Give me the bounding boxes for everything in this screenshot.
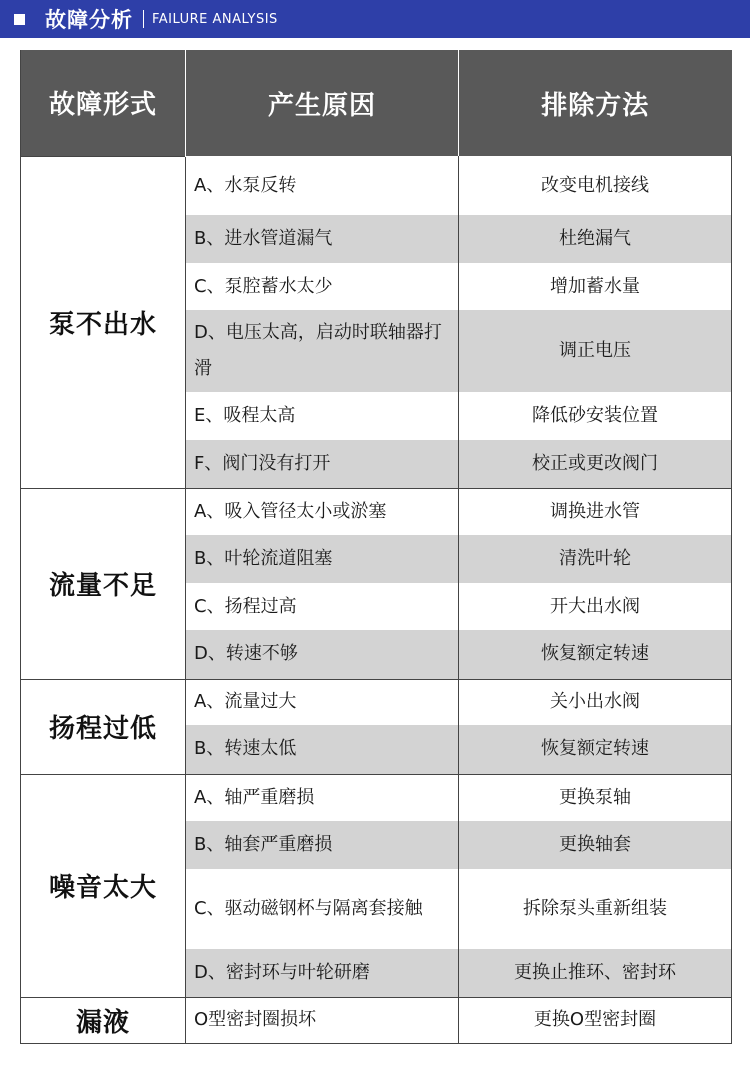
remedy-cell: 拆除泵头重新组装	[459, 869, 732, 949]
table-header-row	[21, 50, 732, 156]
cause-cell: A、水泵反转	[186, 156, 459, 215]
remedy-cell: 更换轴套	[459, 821, 732, 869]
cause-cell: B、轴套严重磨损	[186, 821, 459, 869]
cause-cell: D、电压太高，启动时联轴器打滑	[186, 310, 459, 392]
cause-cell: B、转速太低	[186, 725, 459, 774]
header-divider	[143, 10, 144, 28]
remedy-cell: 更换止推环、密封环	[459, 949, 732, 997]
column-header-remedy: 排除方法	[459, 50, 732, 156]
cause-cell: B、叶轮流道阻塞	[186, 535, 459, 583]
header-subtitle: FAILURE ANALYSIS	[152, 11, 278, 27]
remedy-cell: 恢复额定转速	[459, 630, 732, 679]
cause-cell: O型密封圈损坏	[186, 997, 459, 1043]
table-row	[21, 488, 732, 535]
failure-analysis-table	[20, 50, 732, 1044]
remedy-cell: 调正电压	[459, 310, 732, 392]
remedy-cell: 改变电机接线	[459, 156, 732, 215]
cause-cell: A、吸入管径太小或淤塞	[186, 488, 459, 535]
table-row	[21, 156, 732, 215]
category-cell: 噪音太大	[21, 774, 186, 997]
category-cell: 扬程过低	[21, 679, 186, 774]
remedy-cell: 调换进水管	[459, 488, 732, 535]
table-row	[21, 997, 732, 1043]
remedy-cell: 杜绝漏气	[459, 215, 732, 263]
page-header	[0, 0, 750, 38]
remedy-cell: 校正或更改阀门	[459, 440, 732, 488]
cause-cell: F、阀门没有打开	[186, 440, 459, 488]
remedy-cell: 开大出水阀	[459, 583, 732, 630]
cause-cell: C、驱动磁钢杯与隔离套接触	[186, 869, 459, 949]
table-row	[21, 679, 732, 725]
category-cell: 流量不足	[21, 488, 186, 679]
cause-cell: C、扬程过高	[186, 583, 459, 630]
square-bullet-icon	[14, 14, 25, 25]
column-header-failure-type: 故障形式	[21, 50, 186, 156]
cause-cell: C、泵腔蓄水太少	[186, 263, 459, 310]
remedy-cell: 清洗叶轮	[459, 535, 732, 583]
remedy-cell: 增加蓄水量	[459, 263, 732, 310]
header-title: 故障分析	[45, 8, 133, 32]
remedy-cell: 恢复额定转速	[459, 725, 732, 774]
cause-cell: D、密封环与叶轮研磨	[186, 949, 459, 997]
cause-cell: A、流量过大	[186, 679, 459, 725]
category-cell: 泵不出水	[21, 156, 186, 488]
remedy-cell: 更换O型密封圈	[459, 997, 732, 1043]
cause-cell: D、转速不够	[186, 630, 459, 679]
table-row	[21, 774, 732, 821]
remedy-cell: 更换泵轴	[459, 774, 732, 821]
category-cell: 漏液	[21, 997, 186, 1043]
cause-cell: B、进水管道漏气	[186, 215, 459, 263]
remedy-cell: 降低砂安装位置	[459, 392, 732, 440]
column-header-cause: 产生原因	[186, 50, 459, 156]
cause-cell: E、吸程太高	[186, 392, 459, 440]
cause-cell: A、轴严重磨损	[186, 774, 459, 821]
remedy-cell: 关小出水阀	[459, 679, 732, 725]
